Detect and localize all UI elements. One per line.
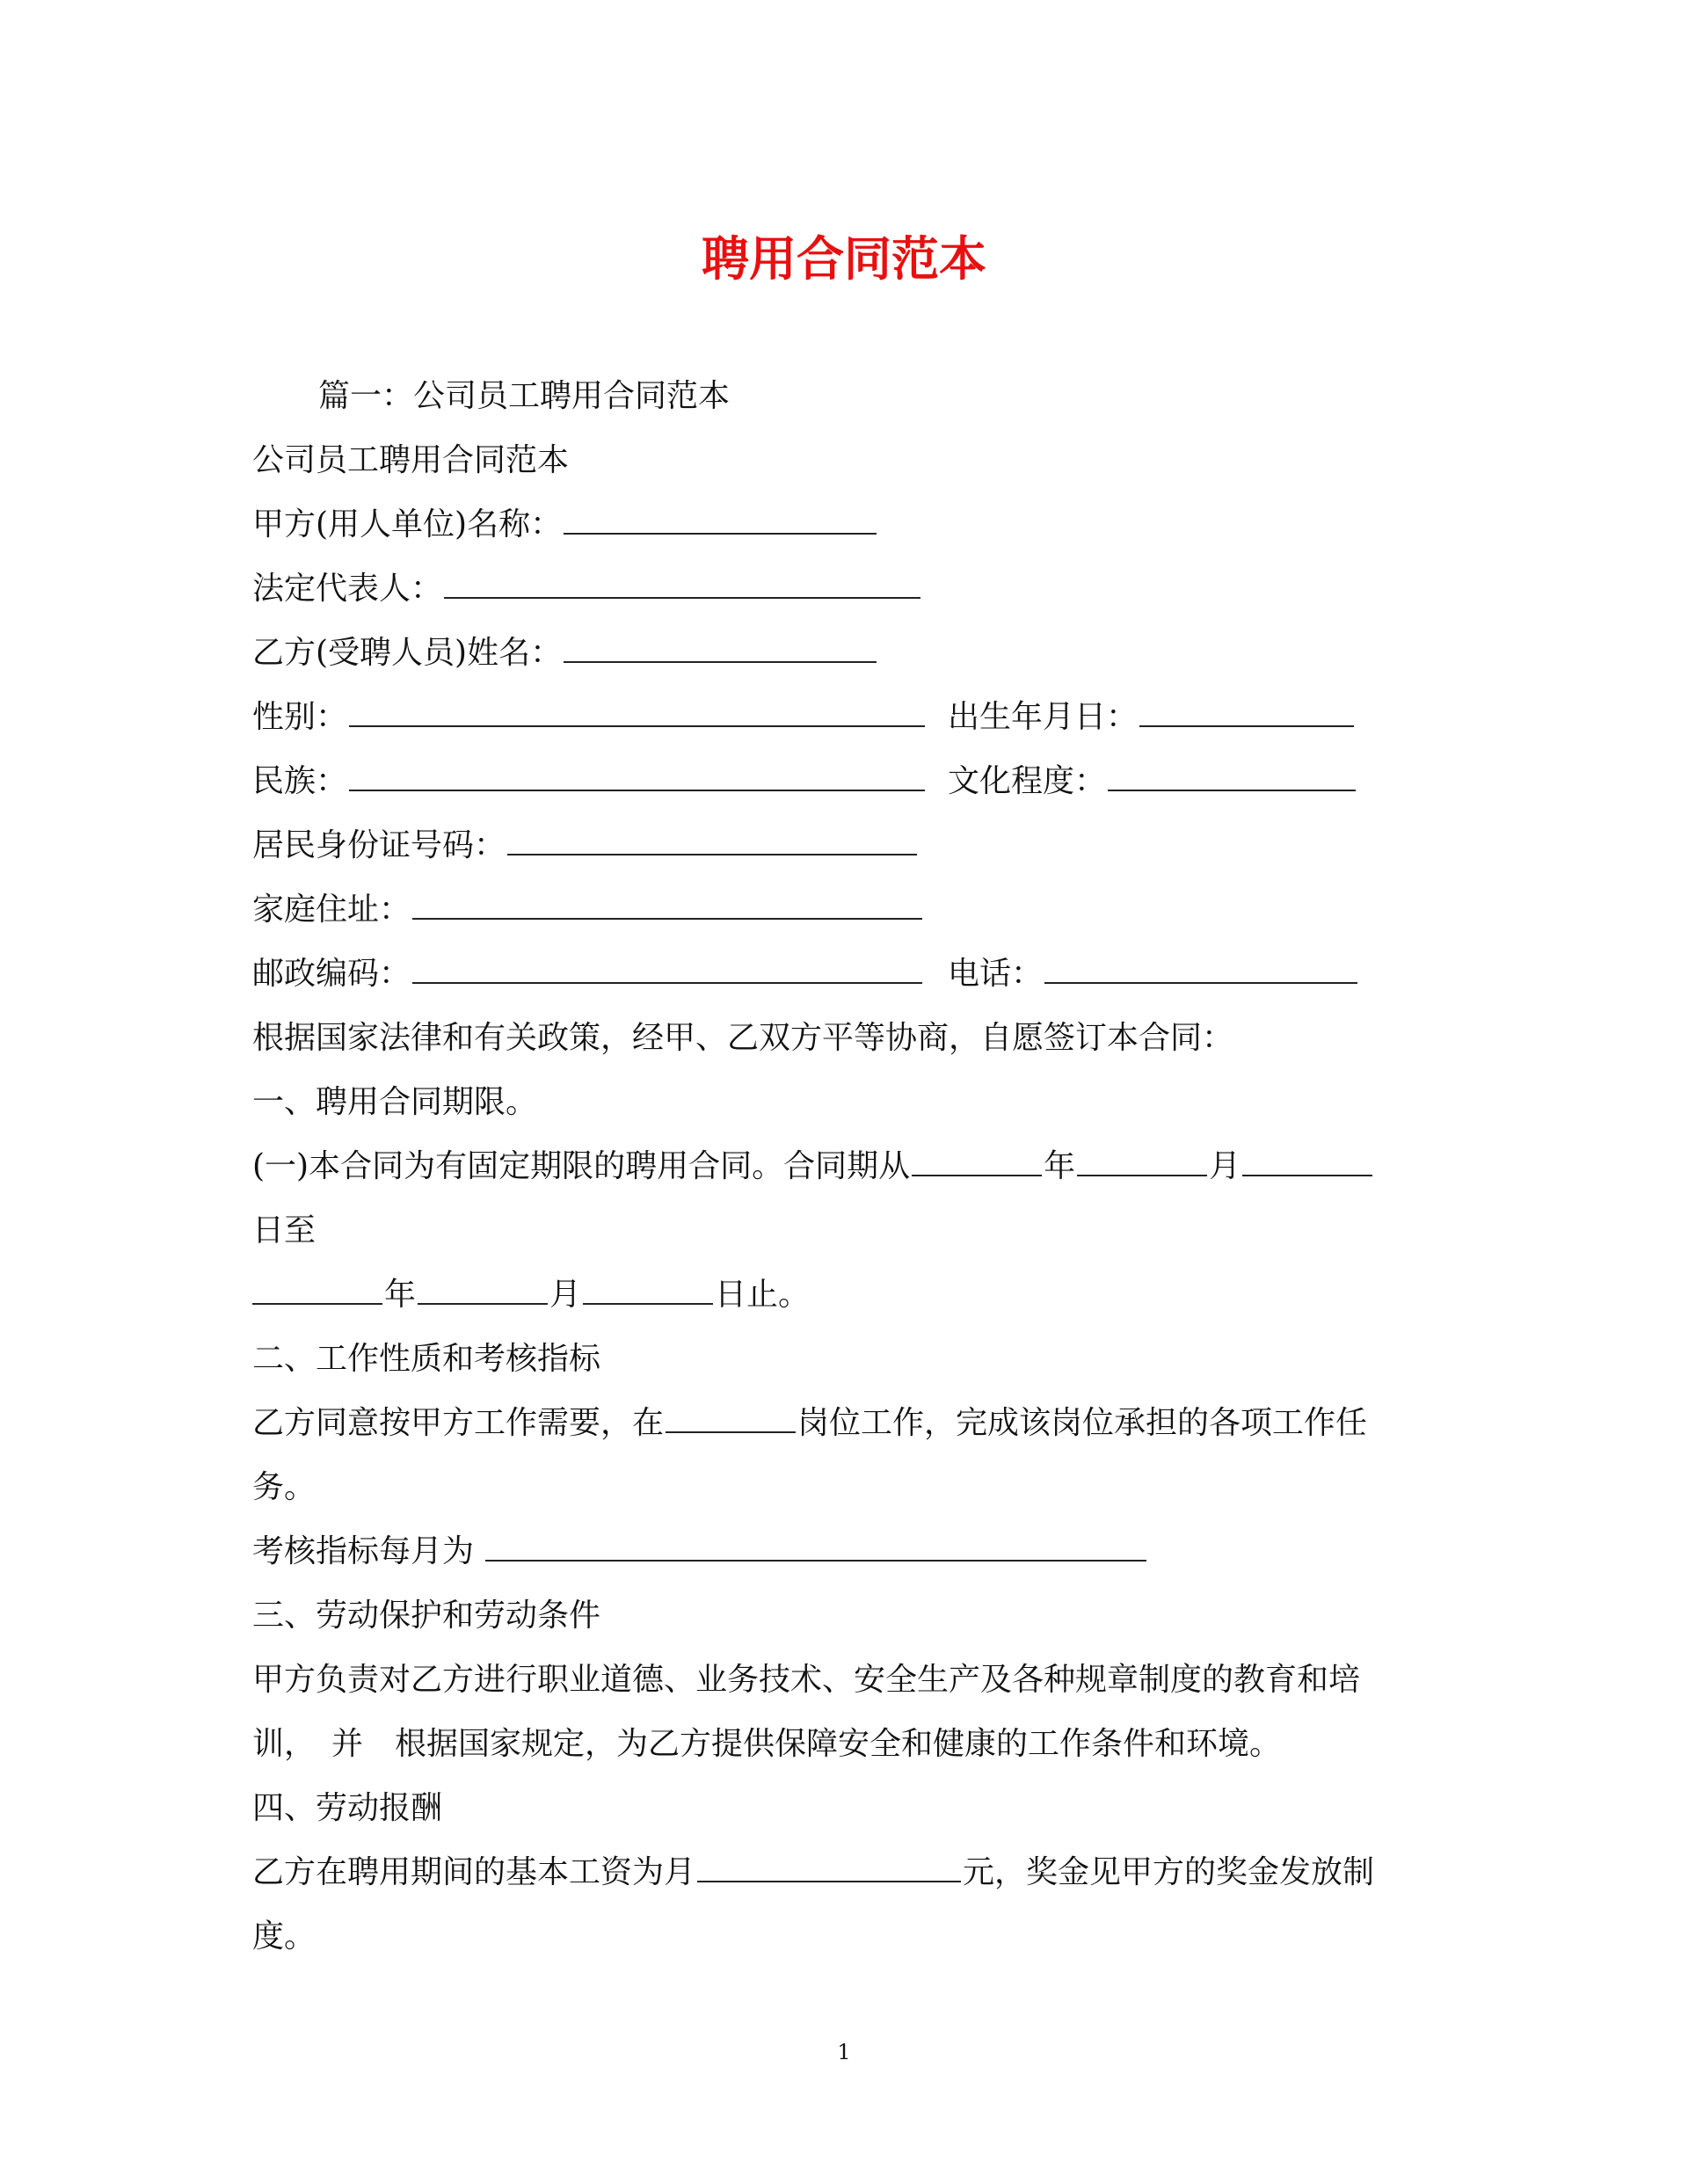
page-number: 1 [837,2040,851,2064]
ethnicity-blank[interactable] [349,765,925,791]
year-label: 年 [384,1277,417,1313]
field-label: 电话： [948,956,1044,992]
field-party-a [252,492,878,557]
birth-blank[interactable] [1139,701,1354,727]
field-label: 法定代表人： [252,571,443,607]
id-number-blank[interactable] [507,829,917,855]
field-label: 甲方(用人单位)名称： [252,506,563,542]
section-2-paragraph-cont: 务。 [252,1469,316,1505]
section-1-term-start [252,1134,1374,1198]
section-4-paragraph-cont: 度。 [252,1918,316,1955]
field-gender-birth [252,685,1395,749]
text: 乙方在聘用期间的基本工资为月 [252,1854,696,1890]
start-month-blank[interactable] [1077,1150,1207,1176]
end-month-blank[interactable] [418,1278,548,1305]
text: 考核指标每月为 [252,1533,475,1569]
text: 元，奖金见甲方的奖金发放制 [963,1854,1375,1890]
salary-blank[interactable] [697,1856,961,1882]
field-legal-rep [252,557,922,621]
field-label: 乙方(受聘人员)姓名： [252,635,563,671]
field-label: 家庭住址： [252,892,411,928]
section-1-term-end [252,1263,810,1327]
field-party-b [252,621,878,685]
field-address [252,877,924,942]
postcode-blank[interactable] [412,957,922,984]
field-label: 性别： [252,699,348,735]
section-4-heading: 四、劳动报酬 [252,1790,443,1826]
month-label: 月 [549,1277,582,1313]
term-text: (一)本合同为有固定期限的聘用合同。合同期从 [252,1148,911,1184]
subtitle: 篇一：公司员工聘用合同范本 [318,378,731,414]
section-3-paragraph: 甲方负责对乙方进行职业道德、业务技术、安全生产及各种规章制度的教育和培 [252,1662,1361,1698]
section-4-paragraph [252,1840,1374,1904]
field-postcode-phone [252,942,1395,1006]
address-blank[interactable] [412,893,922,920]
intro-paragraph: 根据国家法律和有关政策，经甲、乙双方平等协商，自愿签订本合同： [252,1020,1234,1056]
section-2-heading: 二、工作性质和考核指标 [252,1341,601,1377]
section-2-kpi [252,1519,1148,1583]
year-label: 年 [1044,1148,1076,1184]
field-label: 民族： [252,763,348,799]
field-label: 居民身份证号码： [252,827,506,863]
field-id-number [252,813,919,877]
section-1-day-to: 日至 [252,1212,316,1249]
party-b-blank[interactable] [564,637,877,663]
field-label: 邮政编码： [252,956,411,992]
start-day-blank[interactable] [1242,1150,1372,1176]
phone-blank[interactable] [1044,957,1357,984]
section-2-paragraph [252,1391,1367,1455]
start-year-blank[interactable] [912,1150,1042,1176]
doc-heading: 公司员工聘用合同范本 [252,442,570,478]
education-blank[interactable] [1108,765,1356,791]
kpi-blank[interactable] [485,1535,1146,1562]
section-3-heading: 三、劳动保护和劳动条件 [252,1598,601,1634]
section-1-heading: 一、聘用合同期限。 [252,1084,538,1120]
section-3-paragraph-cont: 训， 并 根据国家规定，为乙方提供保障安全和健康的工作条件和环境。 [252,1726,1282,1762]
legal-rep-blank[interactable] [444,572,920,599]
party-a-blank[interactable] [564,508,877,535]
end-year-blank[interactable] [252,1278,382,1305]
field-ethnicity-education [252,749,1395,813]
field-label: 文化程度： [948,763,1107,799]
text: 岗位工作，完成该岗位承担的各项工作任 [797,1405,1368,1441]
end-day-blank[interactable] [583,1278,713,1305]
text: 乙方同意按甲方工作需要，在 [252,1405,665,1441]
position-blank[interactable] [666,1407,796,1433]
field-label: 出生年月日： [948,699,1139,735]
month-label: 月 [1209,1148,1241,1184]
document-title: 聘用合同范本 [702,230,986,287]
day-end-label: 日止。 [715,1277,811,1313]
gender-blank[interactable] [349,701,925,727]
